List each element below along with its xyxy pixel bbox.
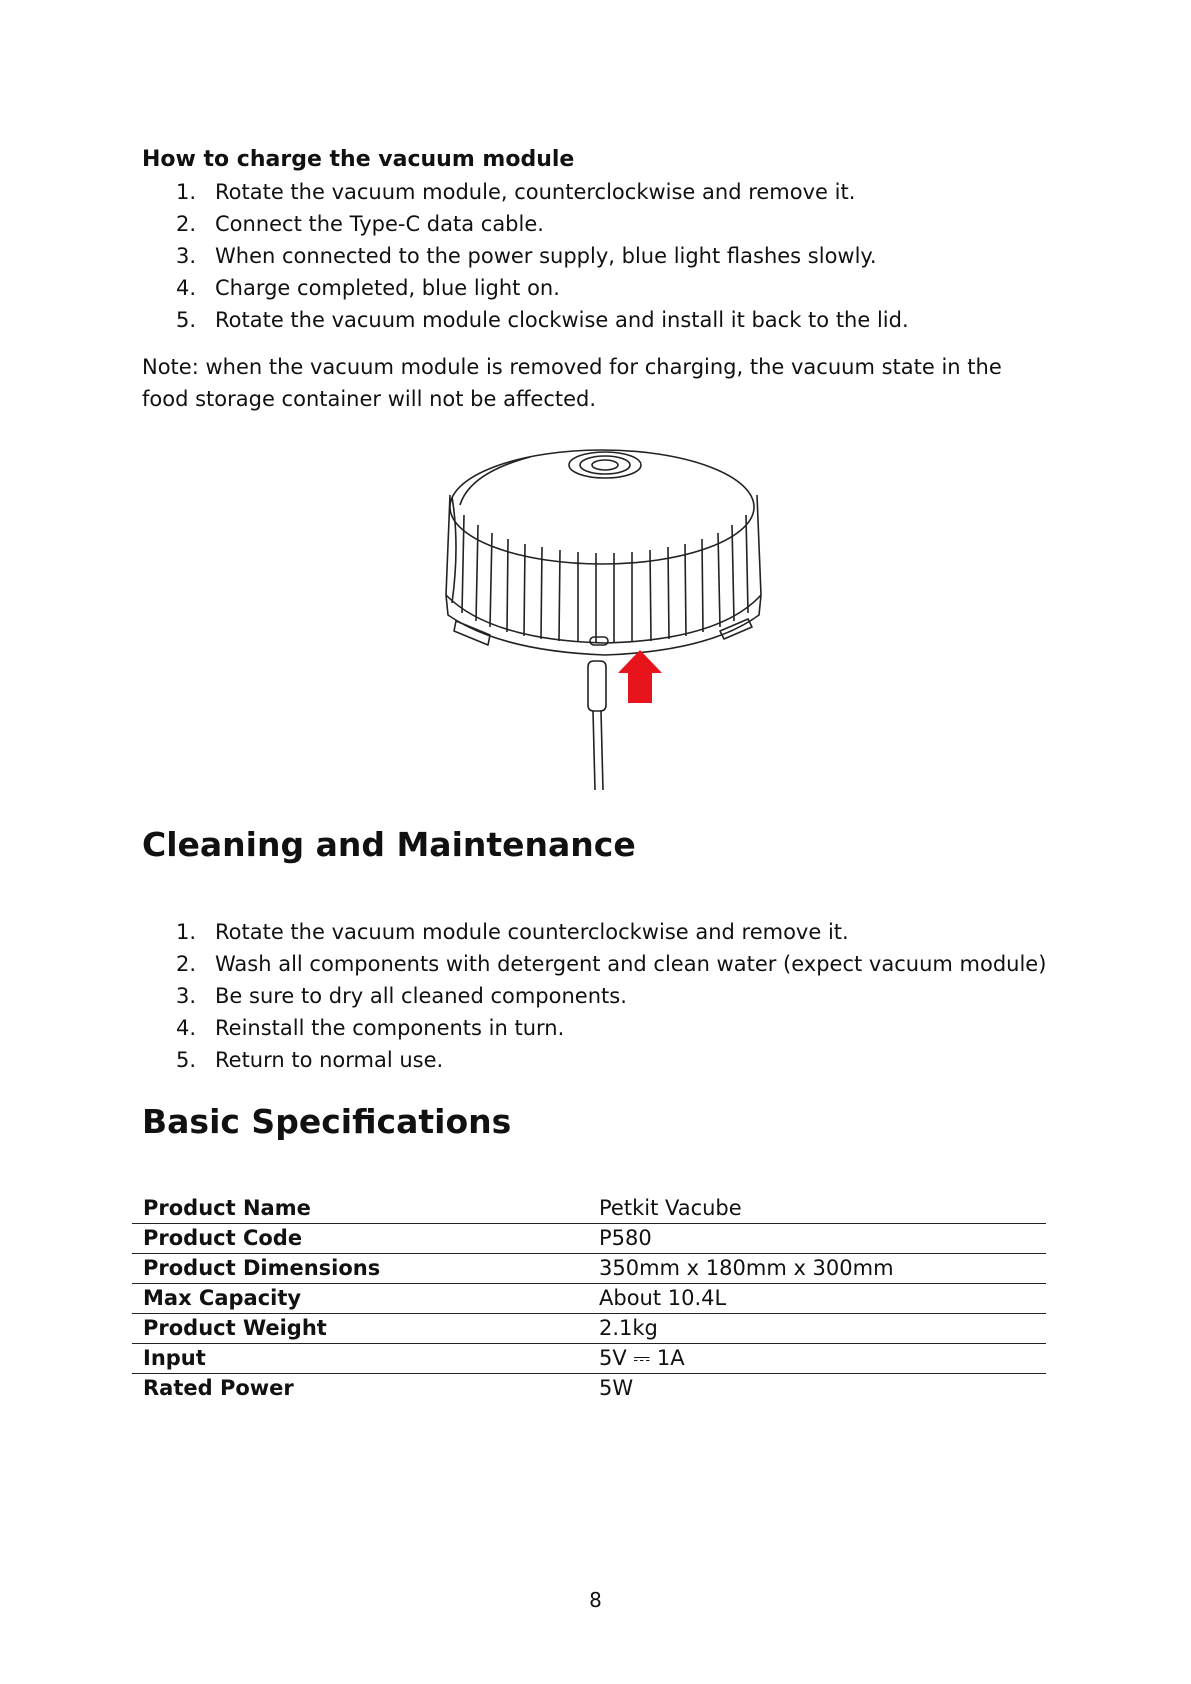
cleaning-steps-list [176,916,1056,1076]
spec-value: 5V ⎓ 1A [599,1346,685,1370]
list-item [176,1044,1056,1076]
list-text: Return to normal use. [215,1048,444,1072]
list-text: Connect the Type-C data cable. [215,212,544,236]
list-number: 2. [176,212,197,236]
spec-value: Petkit Vacube [599,1196,742,1220]
page-number: 8 [589,1588,602,1612]
spec-label: Product Name [143,1196,311,1220]
table-row [132,1344,1046,1374]
specs-title: Basic Specifications [142,1102,512,1141]
spec-value: About 10.4L [599,1286,727,1310]
table-row [132,1224,1046,1254]
list-item [176,240,1056,272]
spec-value: 2.1kg [599,1316,658,1340]
table-row [132,1374,1046,1404]
spec-value: P580 [599,1226,652,1250]
list-text: Rotate the vacuum module clockwise and install it back to the lid. [215,308,909,332]
spec-label: Product Dimensions [143,1256,381,1280]
spec-label: Max Capacity [143,1286,302,1310]
list-text: Be sure to dry all cleaned components. [215,984,627,1008]
spec-label: Product Weight [143,1316,327,1340]
list-text: When connected to the power supply, blue light flashes slowly. [215,244,877,268]
list-item [176,948,1056,980]
spec-label: Rated Power [143,1376,294,1400]
list-number: 4. [176,276,197,300]
table-row [132,1284,1046,1314]
list-number: 5. [176,1048,197,1072]
list-number: 3. [176,244,197,268]
list-text: Rotate the vacuum module, counterclockwise and remove it. [215,180,856,204]
list-number: 5. [176,308,197,332]
specs-table [132,1194,1046,1403]
spec-label: Product Code [143,1226,303,1250]
table-row [132,1194,1046,1224]
list-item [176,1012,1056,1044]
table-row [132,1314,1046,1344]
vacuum-module-charging-illustration [430,435,780,795]
list-text: Charge completed, blue light on. [215,276,560,300]
list-item [176,272,1056,304]
list-item [176,208,1056,240]
list-item [176,304,1056,336]
cleaning-title: Cleaning and Maintenance [142,825,636,864]
list-text: Reinstall the components in turn. [215,1016,565,1040]
list-item [176,916,1056,948]
list-number: 1. [176,920,197,944]
spec-value: 5W [599,1376,634,1400]
list-item [176,176,1056,208]
charge-heading: How to charge the vacuum module [142,147,575,172]
list-text: Wash all components with detergent and clean water (expect vacuum module) [215,952,1047,976]
list-item [176,980,1056,1012]
spec-label: Input [143,1346,206,1370]
list-number: 1. [176,180,197,204]
table-row [132,1254,1046,1284]
charge-note: Note: when the vacuum module is removed for charging, the vacuum state in the food storage container will not be affected. [142,355,1002,411]
list-number: 2. [176,952,197,976]
vacuum-module-icon [430,435,780,795]
list-number: 3. [176,984,197,1008]
list-text: Rotate the vacuum module counterclockwise and remove it. [215,920,849,944]
charge-steps-list [176,176,1056,336]
spec-value: 350mm x 180mm x 300mm [599,1256,894,1280]
arrow-up-icon [618,650,662,703]
list-number: 4. [176,1016,197,1040]
